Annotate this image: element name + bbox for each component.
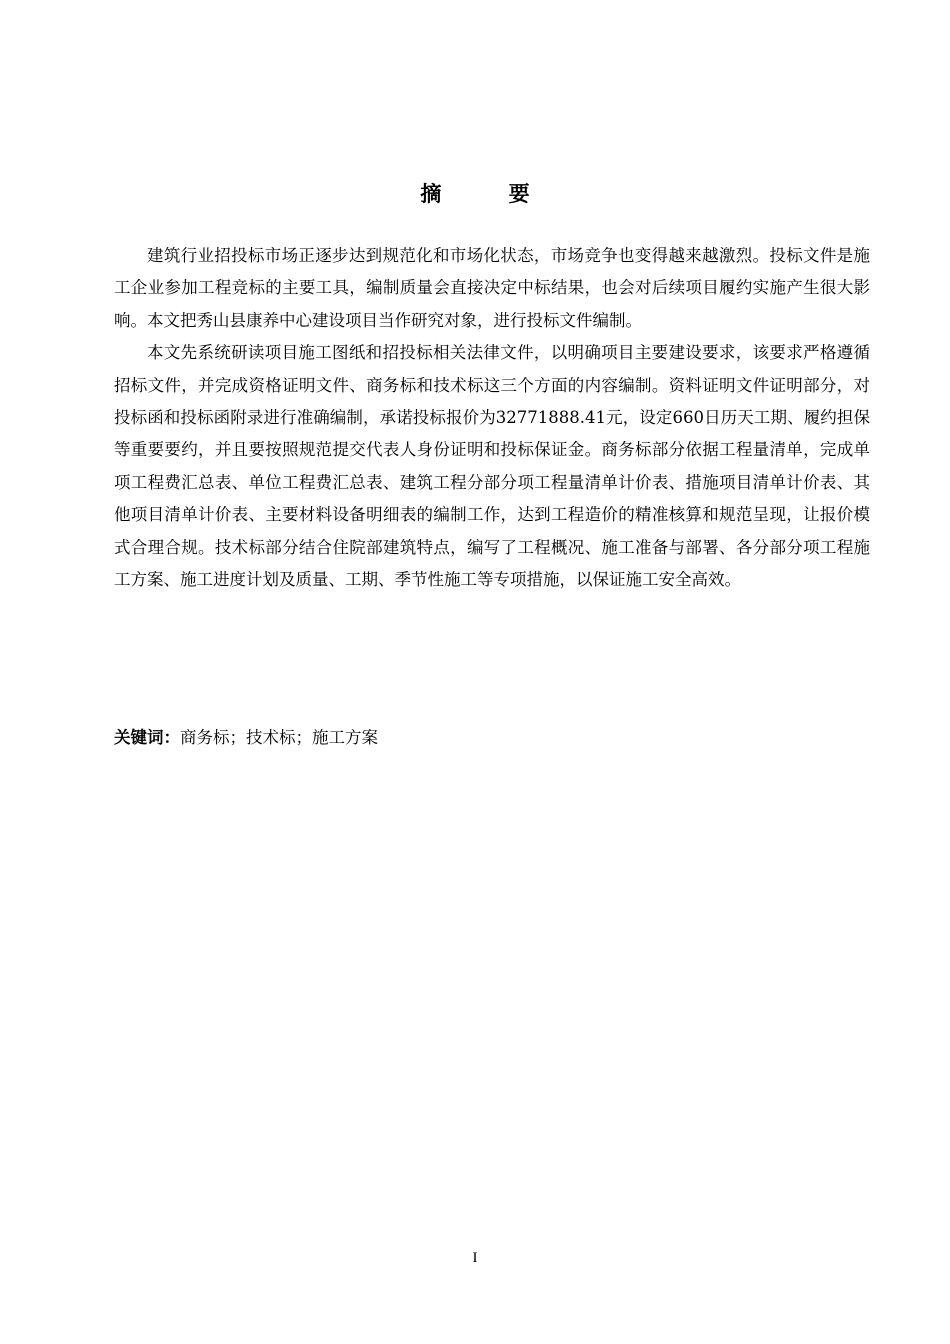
keywords-line (114, 722, 870, 754)
keywords-label: 关键词： (114, 728, 180, 747)
abstract-paragraph-2: 本文先系统研读项目施工图纸和招投标相关法律文件，以明确项目主要建设要求，该要求严格遵循招标文件，并完成资格证明文件、商务标和技术标这三个方面的内容编制。资料证明文件证明部分，对投标函和投标函附录进行准确编制，承诺投标报价为32771888.41元，设定660日历天工期、履约担保等重要要约，并且要按照规范提交代表人身份证明和投标保证金。商务标部分依据工程量清单，完成单项工程费汇总表、单位工程费汇总表、建筑工程分部分项工程量清单计价表、措施项目清单计价表、其他项目清单计价表、主要材料设备明细表的编制工作，达到工程造价的精准核算和规范呈现，让报价模式合理合规。技术标部分结合住院部建筑特点，编写了工程概况、施工准备与部署、各分部分项工程施工方案、施工进度计划及质量、工期、季节性施工等专项措施，以保证施工安全高效。 (114, 343, 870, 590)
keywords-text: 商务标；技术标；施工方案 (180, 728, 378, 747)
page-number: I (472, 1250, 478, 1266)
abstract-body (114, 240, 870, 596)
abstract-paragraph-1: 建筑行业招投标市场正逐步达到规范化和市场化状态，市场竞争也变得越来越激烈。投标文件是施工企业参加工程竞标的主要工具，编制质量会直接决定中标结果，也会对后续项目履约实施产生很大影响。本文把秀山县康养中心建设项目当作研究对象，进行投标文件编制。 (114, 246, 870, 330)
abstract-title: 摘 要 (420, 182, 560, 206)
